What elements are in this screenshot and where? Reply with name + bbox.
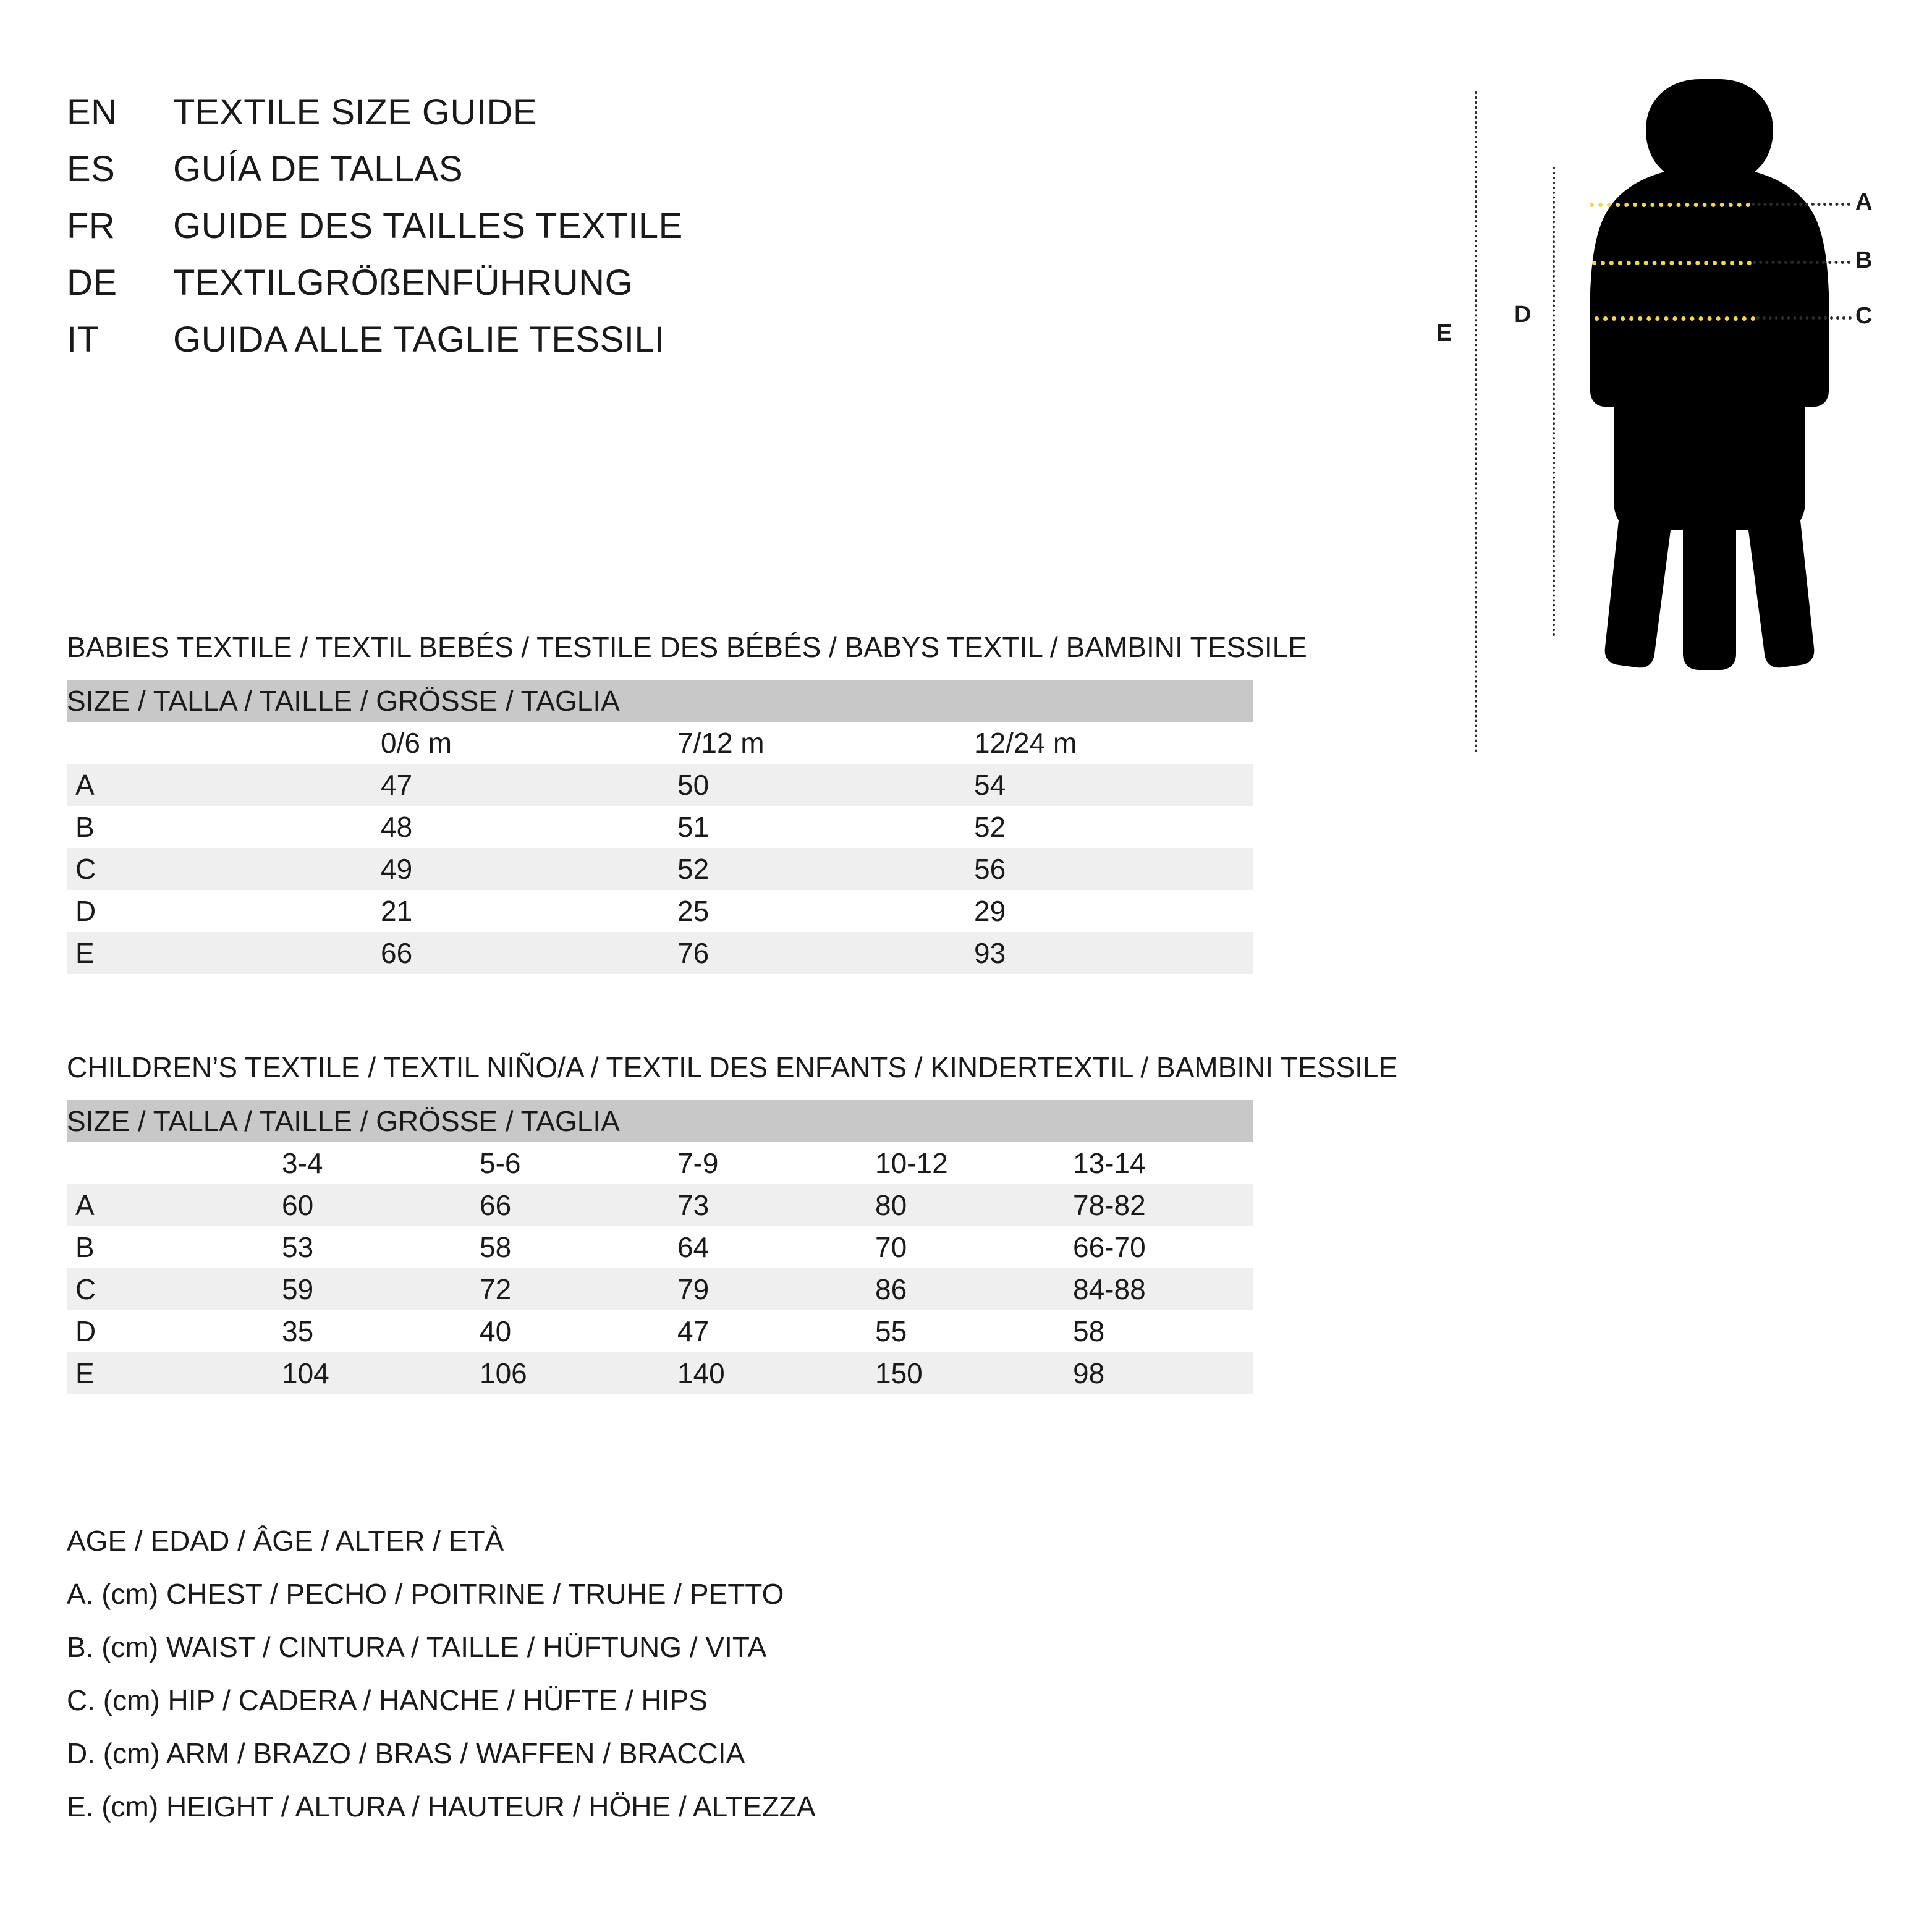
- figure-label-d: D: [1514, 302, 1532, 328]
- table-column-row: [67, 722, 1253, 764]
- cell-value: 70: [858, 1226, 1056, 1268]
- table-header-row: [67, 1100, 1253, 1142]
- cell-value: 80: [858, 1184, 1056, 1226]
- language-row: [67, 91, 1241, 148]
- figure-label-e: E: [1436, 320, 1452, 346]
- figure-label-b: B: [1855, 247, 1873, 273]
- children-size-table: [67, 1100, 1253, 1394]
- table-row: [67, 1310, 1253, 1352]
- language-row: [67, 262, 1241, 319]
- row-label: E: [67, 1352, 265, 1394]
- column-header: 5-6: [462, 1142, 660, 1184]
- table-row: [67, 806, 1253, 848]
- cell-value: 54: [957, 764, 1253, 806]
- legend-item-chest: A. (cm) CHEST / PECHO / POITRINE / TRUHE / PETTO: [67, 1578, 784, 1610]
- table-row: [67, 1268, 1253, 1310]
- babies-caption: BABIES TEXTILE / TEXTIL BEBÉS / TESTILE DES BÉBÉS / BABYS TEXTIL / BAMBINI TESSILE: [67, 631, 1307, 663]
- cell-value: 47: [660, 1310, 858, 1352]
- cell-value: 49: [363, 848, 660, 890]
- table-row: [67, 1352, 1253, 1394]
- legend-item-height: E. (cm) HEIGHT / ALTURA / HAUTEUR / HÖHE / ALTEZZA: [67, 1790, 816, 1823]
- hip-measure-line: [1595, 316, 1755, 321]
- children-caption: CHILDREN’S TEXTILE / TEXTIL NIÑO/A / TEXTIL DES ENFANTS / KINDERTEXTIL / BAMBINI TESSILE: [67, 1051, 1398, 1083]
- cell-value: 79: [660, 1268, 858, 1310]
- cell-value: 104: [265, 1352, 462, 1394]
- cell-value: 66: [363, 932, 660, 974]
- chest-measure-line: [1590, 203, 1750, 207]
- child-silhouette-icon: [1567, 74, 1833, 754]
- legend-item-arm: D. (cm) ARM / BRAZO / BRAS / WAFFEN / BRACCIA: [67, 1737, 745, 1769]
- table-row: [67, 932, 1253, 974]
- cell-value: 48: [363, 806, 660, 848]
- cell-value: 84-88: [1056, 1268, 1253, 1310]
- measurement-figure: [1391, 74, 1873, 766]
- cell-value: 76: [660, 932, 957, 974]
- language-title-list: [67, 91, 1241, 376]
- legend-item-hip: C. (cm) HIP / CADERA / HANCHE / HÜFTE / HIPS: [67, 1684, 708, 1716]
- cell-value: 72: [462, 1268, 660, 1310]
- column-header: 13-14: [1056, 1142, 1253, 1184]
- column-header: 0/6 m: [363, 722, 660, 764]
- cell-value: 50: [660, 764, 957, 806]
- cell-value: 47: [363, 764, 660, 806]
- column-header: 7-9: [660, 1142, 858, 1184]
- cell-value: 66-70: [1056, 1226, 1253, 1268]
- column-header: 7/12 m: [660, 722, 957, 764]
- row-label: D: [67, 890, 363, 932]
- cell-value: 58: [1056, 1310, 1253, 1352]
- cell-value: 64: [660, 1226, 858, 1268]
- table-header-row: [67, 680, 1253, 722]
- chest-leader-line: [1752, 203, 1850, 206]
- legend-item-waist: B. (cm) WAIST / CINTURA / TAILLE / HÜFTUNG / VITA: [67, 1631, 767, 1663]
- language-title: GUÍA DE TALLAS: [173, 149, 464, 189]
- height-guide-line: [1475, 91, 1477, 753]
- language-title: GUIDE DES TAILLES TEXTILE: [173, 206, 683, 246]
- legend-title: AGE / EDAD / ÂGE / ALTER / ETÀ: [67, 1525, 504, 1557]
- arm-guide-line: [1553, 167, 1555, 637]
- babies-table-header: SIZE / TALLA / TAILLE / GRÖSSE / TAGLIA: [67, 680, 1253, 722]
- cell-value: 78-82: [1056, 1184, 1253, 1226]
- language-title: TEXTILGRÖßENFÜHRUNG: [173, 263, 633, 303]
- column-header: 3-4: [265, 1142, 462, 1184]
- row-label: C: [67, 848, 363, 890]
- cell-value: 140: [660, 1352, 858, 1394]
- corner-cell: [67, 1142, 265, 1184]
- children-size-section: [67, 1051, 1398, 1394]
- cell-value: 60: [265, 1184, 462, 1226]
- row-label: A: [67, 1184, 265, 1226]
- cell-value: 66: [462, 1184, 660, 1226]
- measurement-legend: [67, 1514, 1303, 1833]
- cell-value: 40: [462, 1310, 660, 1352]
- figure-label-a: A: [1855, 189, 1873, 215]
- table-column-row: [67, 1142, 1253, 1184]
- language-title: TEXTILE SIZE GUIDE: [173, 92, 538, 132]
- language-row: [67, 148, 1241, 205]
- language-code: IT: [67, 320, 100, 360]
- language-row: [67, 205, 1241, 262]
- cell-value: 55: [858, 1310, 1056, 1352]
- column-header: 12/24 m: [957, 722, 1253, 764]
- cell-value: 51: [660, 806, 957, 848]
- language-code: FR: [67, 206, 116, 246]
- cell-value: 106: [462, 1352, 660, 1394]
- cell-value: 25: [660, 890, 957, 932]
- cell-value: 59: [265, 1268, 462, 1310]
- cell-value: 150: [858, 1352, 1056, 1394]
- cell-value: 98: [1056, 1352, 1253, 1394]
- babies-size-section: [67, 630, 1307, 974]
- corner-cell: [67, 722, 363, 764]
- cell-value: 35: [265, 1310, 462, 1352]
- hip-leader-line: [1756, 316, 1852, 320]
- row-label: D: [67, 1310, 265, 1352]
- row-label: C: [67, 1268, 265, 1310]
- figure-label-c: C: [1855, 303, 1873, 329]
- cell-value: 56: [957, 848, 1253, 890]
- babies-size-table: [67, 680, 1253, 974]
- language-row: [67, 319, 1241, 376]
- cell-value: 53: [265, 1226, 462, 1268]
- column-header: 10-12: [858, 1142, 1056, 1184]
- cell-value: 73: [660, 1184, 858, 1226]
- row-label: B: [67, 1226, 265, 1268]
- cell-value: 52: [957, 806, 1253, 848]
- cell-value: 21: [363, 890, 660, 932]
- table-row: [67, 764, 1253, 806]
- cell-value: 52: [660, 848, 957, 890]
- language-title: GUIDA ALLE TAGLIE TESSILI: [173, 320, 665, 360]
- language-code: DE: [67, 263, 117, 303]
- row-label: B: [67, 806, 363, 848]
- table-row: [67, 1184, 1253, 1226]
- language-code: ES: [67, 149, 116, 189]
- cell-value: 93: [957, 932, 1253, 974]
- children-table-header: SIZE / TALLA / TAILLE / GRÖSSE / TAGLIA: [67, 1100, 1253, 1142]
- cell-value: 58: [462, 1226, 660, 1268]
- table-row: [67, 1226, 1253, 1268]
- row-label: E: [67, 932, 363, 974]
- cell-value: 86: [858, 1268, 1056, 1310]
- cell-value: 29: [957, 890, 1253, 932]
- row-label: A: [67, 764, 363, 806]
- waist-measure-line: [1592, 261, 1752, 265]
- table-row: [67, 890, 1253, 932]
- table-row: [67, 848, 1253, 890]
- waist-leader-line: [1753, 261, 1850, 264]
- language-code: EN: [67, 92, 117, 132]
